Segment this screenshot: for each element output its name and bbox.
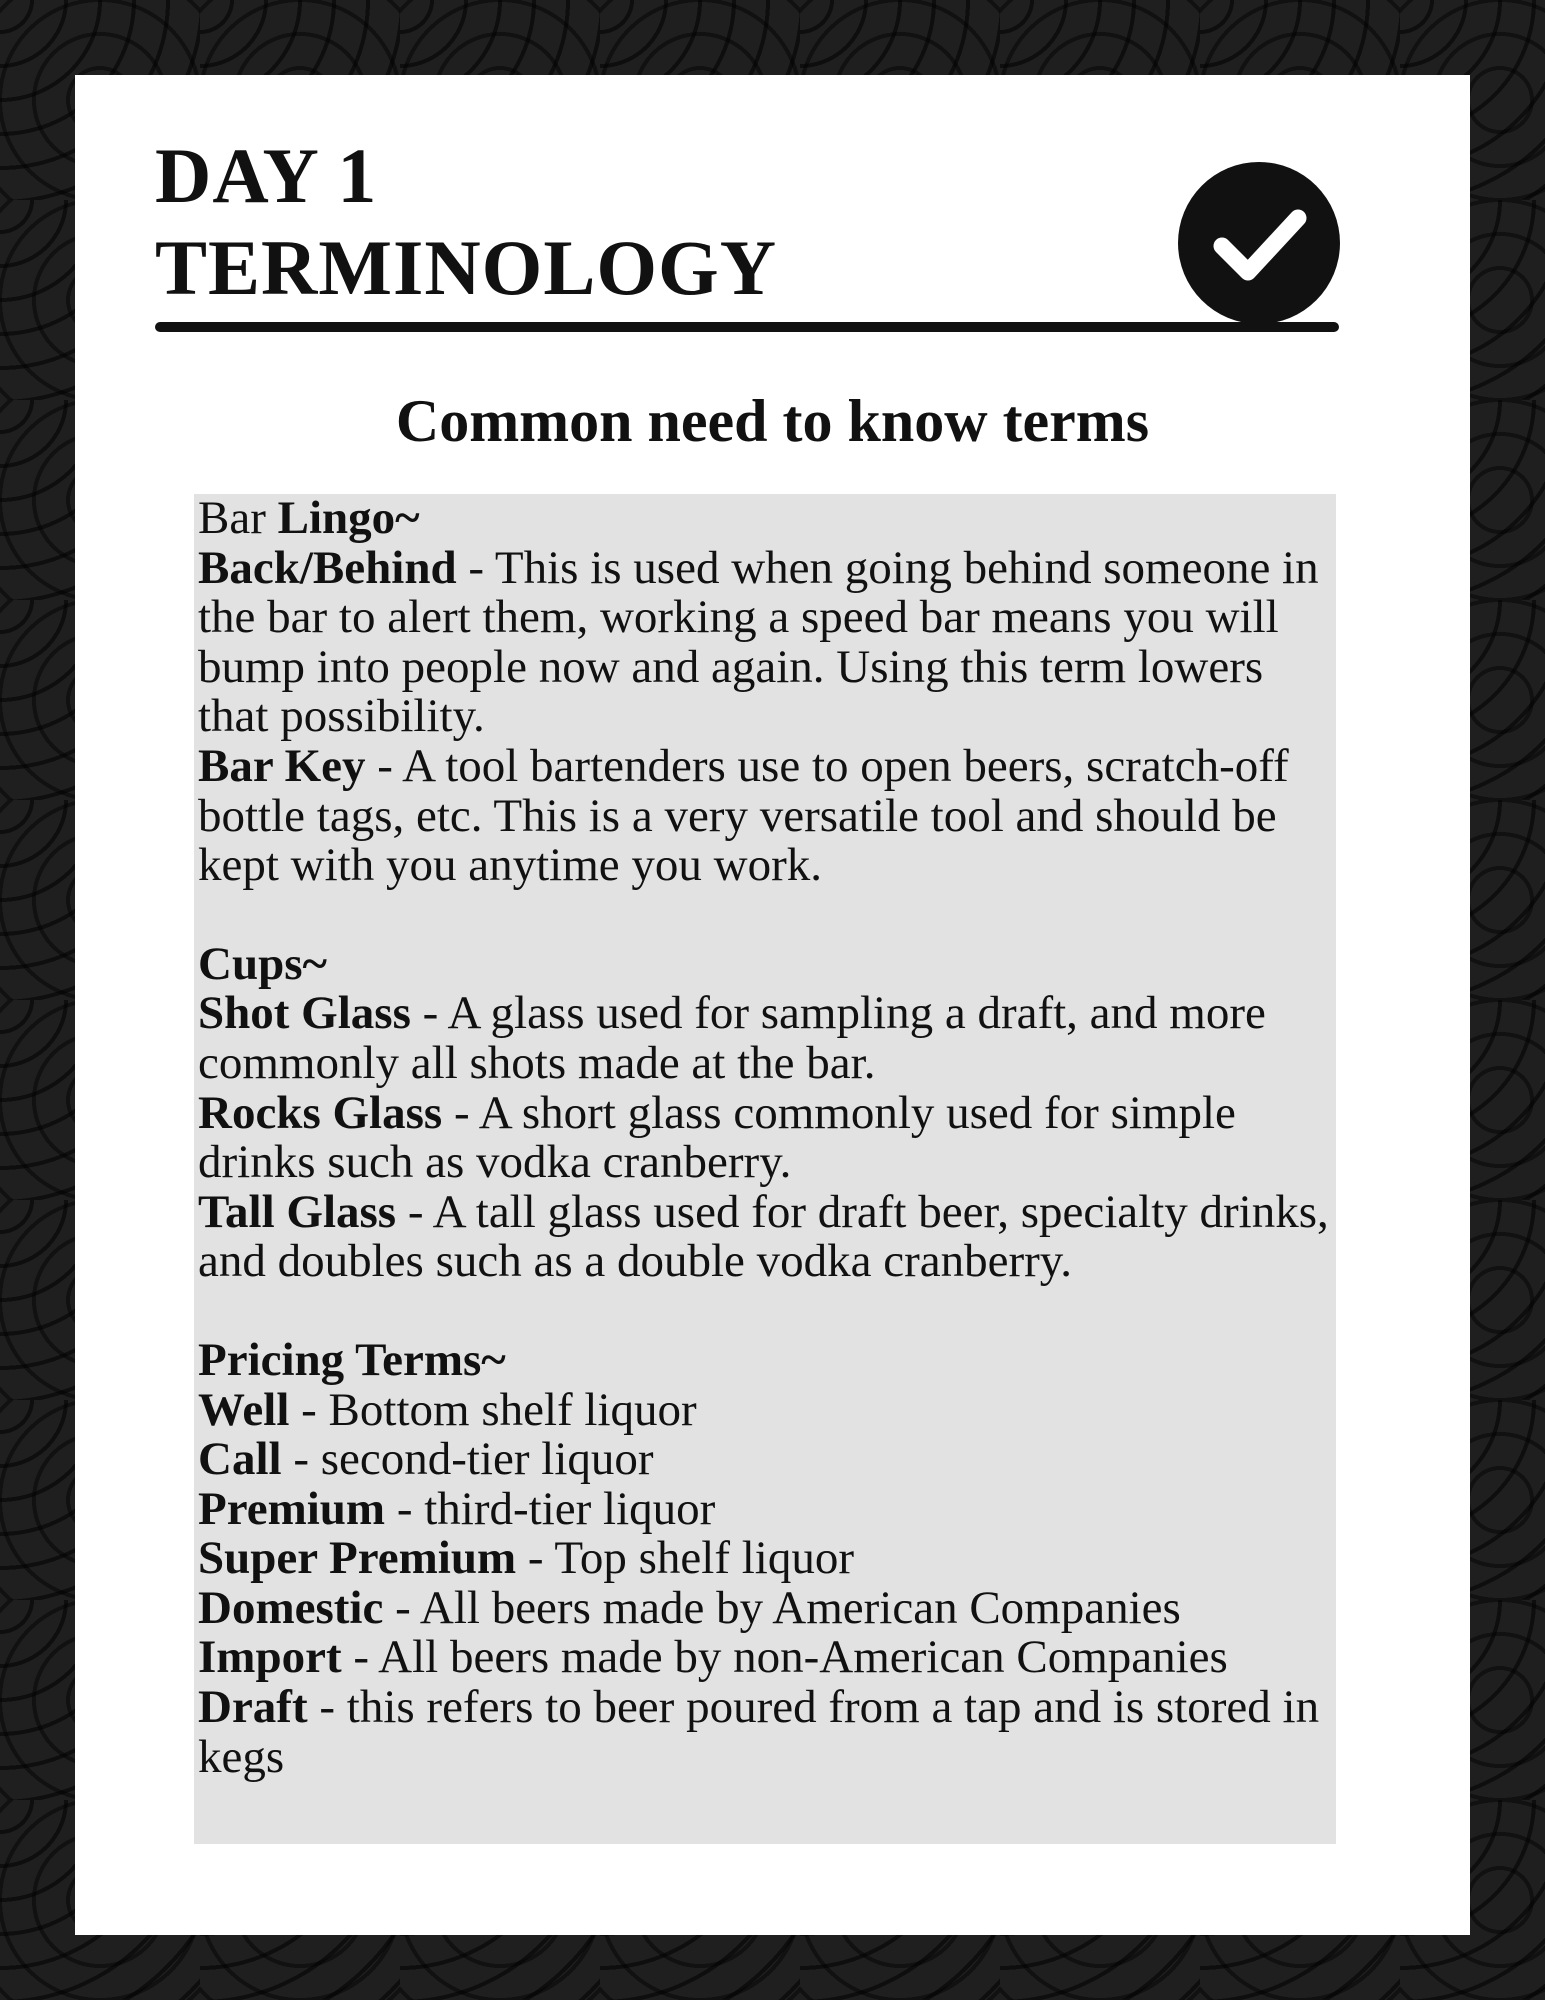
term-definition: - A short glass commonly used for simple drinks such as vodka cranberry. <box>198 1086 1236 1189</box>
title-underline <box>155 322 1339 332</box>
section-pricing-terms <box>198 1333 1332 1783</box>
term-entry <box>198 541 1332 743</box>
term-definition: - Bottom shelf liquor <box>289 1383 697 1436</box>
section-heading-bold: Pricing Terms~ <box>198 1333 506 1386</box>
term-definition: - All beers made by non-American Companies <box>341 1631 1228 1684</box>
term-entry <box>198 739 1332 892</box>
term-entry <box>198 989 1332 1088</box>
term-name: Super Premium <box>198 1532 517 1585</box>
section-cups <box>198 937 1332 1288</box>
section-heading <box>198 1333 1332 1386</box>
term-entry <box>198 1383 1332 1436</box>
term-name: Rocks Glass <box>198 1086 443 1139</box>
term-name: Domestic <box>198 1581 384 1634</box>
term-name: Tall Glass <box>198 1185 397 1238</box>
term-name: Import <box>198 1631 342 1684</box>
title-topic: TERMINOLOGY <box>155 224 778 311</box>
term-name: Premium <box>198 1482 386 1535</box>
term-definition: - Top shelf liquor <box>516 1532 854 1585</box>
term-name: Shot Glass <box>198 987 411 1040</box>
term-definition: - third-tier liquor <box>385 1482 716 1535</box>
section-bar-lingo <box>198 494 1332 891</box>
term-definition: - second-tier liquor <box>281 1433 654 1486</box>
page-title <box>155 130 777 314</box>
section-heading-plain: Bar <box>198 492 278 544</box>
term-name: Back/Behind <box>198 541 457 594</box>
term-name: Call <box>198 1433 282 1486</box>
subtitle: Common need to know terms <box>395 388 1150 454</box>
term-definition: - A glass used for sampling a draft, and more commonly all shots made at the bar. <box>198 987 1266 1089</box>
term-entry <box>198 1185 1332 1288</box>
term-entry <box>198 1633 1332 1683</box>
title-day: DAY 1 <box>155 132 378 219</box>
term-definition: - A tool bartenders use to open beers, scratch-off bottle tags, etc. This is a very versatile tool and should be kept with you anytime you work. <box>198 739 1289 892</box>
section-heading <box>198 494 1332 544</box>
term-entry <box>198 1086 1332 1189</box>
term-entry <box>198 1534 1332 1584</box>
checkmark-icon <box>1178 162 1340 324</box>
section-heading <box>198 937 1332 990</box>
section-heading-bold: Cups~ <box>198 937 327 990</box>
term-definition: - A tall glass used for draft beer, specialty drinks, and doubles such as a double vodka cranberry. <box>198 1185 1329 1288</box>
term-name: Draft <box>198 1681 308 1734</box>
section-heading-bold: Lingo~ <box>277 492 420 544</box>
term-definition: - this refers to beer poured from a tap and is stored in kegs <box>198 1681 1320 1783</box>
term-definition: - This is used when going behind someone in the bar to alert them, working a speed bar means you will bump into people now and again. Using this term lowers that possibility. <box>198 541 1319 743</box>
term-entry <box>198 1581 1332 1634</box>
term-name: Bar Key <box>198 739 366 792</box>
term-entry <box>198 1683 1332 1782</box>
term-entry <box>198 1482 1332 1535</box>
term-entry <box>198 1435 1332 1485</box>
terms-panel <box>194 494 1336 1844</box>
term-name: Well <box>198 1383 290 1436</box>
term-definition: - All beers made by American Companies <box>383 1581 1181 1634</box>
terminology-page <box>75 75 1470 1935</box>
